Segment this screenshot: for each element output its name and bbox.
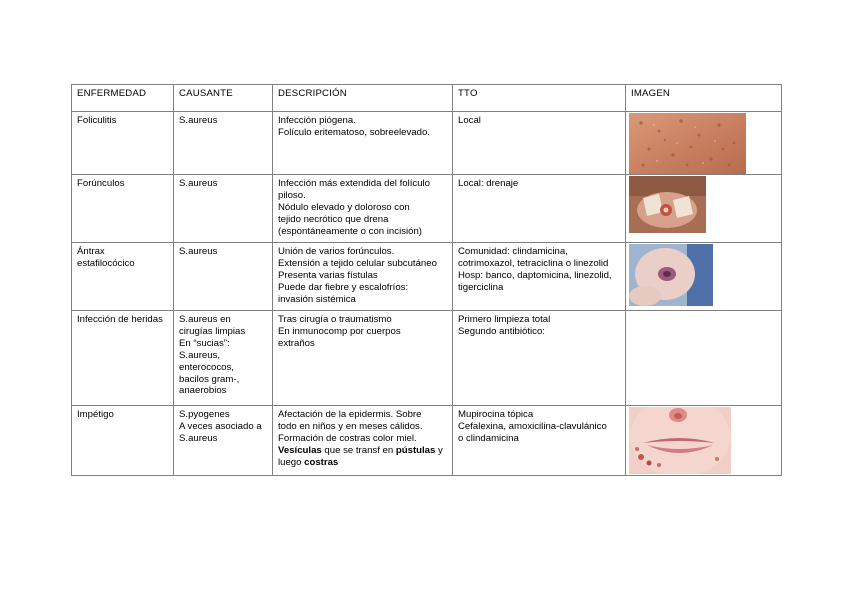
text-line: tigerciclina [458, 281, 504, 293]
cell-enfermedad [72, 112, 174, 175]
text-line: o clindamicina [458, 432, 519, 444]
text-line: bacilos gram-, [179, 373, 240, 385]
text-line: cirugías limpias [179, 325, 246, 337]
text-fragment: que se transf en [321, 444, 396, 456]
table-row [72, 406, 782, 476]
text-line: Ántrax [77, 246, 105, 257]
text-line: Extensión a tejido celular subcutáneo [278, 257, 437, 269]
text-line: Afectación de la epidermis. Sobre [278, 409, 422, 420]
cell-tto [453, 406, 626, 476]
folliculitis-skin-photo [629, 113, 746, 174]
cell-enfermedad [72, 311, 174, 406]
text-line: enterococos, [179, 361, 234, 373]
text-line: Local [458, 115, 481, 126]
table-row [72, 311, 782, 406]
table-row [72, 243, 782, 311]
text-line: Tras cirugía o traumatismo [278, 314, 392, 325]
cell-causante [174, 311, 273, 406]
cell-imagen [626, 406, 782, 476]
text-line: S.aureus en [179, 314, 231, 325]
cell-imagen [626, 112, 782, 175]
header-enfermedad: ENFERMEDAD [72, 85, 174, 112]
text-line-mixed [278, 445, 447, 457]
cell-imagen [626, 243, 782, 311]
text-line: Hosp: banco, daptomicina, linezolid, [458, 269, 612, 281]
text-line: Infección piógena. [278, 115, 356, 126]
bold-term: pústulas [395, 444, 436, 456]
text-line: Presenta varias fístulas [278, 269, 378, 281]
text-line: S.aureus [179, 246, 218, 257]
text-fragment: luego [278, 456, 305, 468]
cell-tto [453, 311, 626, 406]
header-tto: TTO [453, 85, 626, 112]
text-line: estafilocócico [77, 257, 135, 269]
cell-descripcion [273, 112, 453, 175]
text-line: S.aureus [179, 178, 218, 189]
cell-tto [453, 243, 626, 311]
cell-causante [174, 175, 273, 243]
text-line: Forúnculos [77, 178, 125, 189]
cell-descripcion [273, 311, 453, 406]
disease-table [71, 84, 782, 476]
text-line: Comunidad: clindamicina, [458, 246, 568, 257]
furuncle-photo [629, 176, 706, 233]
text-fragment: y [435, 444, 443, 456]
text-line: Folículo eritematoso, sobreelevado. [278, 126, 430, 138]
text-line: todo en niños y en meses cálidos. [278, 420, 423, 432]
cell-enfermedad [72, 243, 174, 311]
table-row [72, 175, 782, 243]
text-line: Infección más extendida del folículo [278, 178, 430, 189]
cell-causante [174, 243, 273, 311]
text-line: Foliculitis [77, 115, 117, 126]
bold-term: costras [304, 456, 339, 468]
header-descripcion: DESCRIPCIÓN [273, 85, 453, 112]
text-line: Local: drenaje [458, 178, 519, 189]
text-line: Unión de varios forúnculos. [278, 246, 395, 257]
bold-term: Vesículas [278, 444, 322, 456]
cell-tto [453, 112, 626, 175]
text-line: A veces asociado a [179, 420, 262, 432]
text-line: invasión sistémica [278, 293, 356, 305]
cell-descripcion [273, 406, 453, 476]
text-line: S.aureus [179, 432, 218, 444]
text-line: piloso. [278, 189, 306, 201]
text-line: Infección de heridas [77, 314, 163, 325]
cell-causante [174, 112, 273, 175]
cell-causante [174, 406, 273, 476]
text-line: Mupirocina tópica [458, 409, 534, 420]
text-line: S.pyogenes [179, 409, 230, 420]
text-line: cotrimoxazol, tetraciclina o linezolid [458, 257, 609, 269]
text-line-mixed [278, 457, 447, 469]
text-line: En “sucias”: [179, 337, 230, 349]
text-line: Formación de costras color miel. [278, 432, 417, 444]
header-imagen: IMAGEN [626, 85, 782, 112]
text-line: En inmunocomp por cuerpos [278, 325, 401, 337]
cell-imagen-empty [626, 311, 782, 406]
text-line: S.aureus [179, 115, 218, 126]
cell-enfermedad [72, 175, 174, 243]
text-line: Impétigo [77, 409, 114, 420]
cell-imagen [626, 175, 782, 243]
text-line: Nódulo elevado y doloroso con [278, 201, 410, 213]
text-line: tejido necrótico que drena [278, 213, 389, 225]
text-line: (espontáneamente o con incisión) [278, 225, 422, 237]
cell-tto [453, 175, 626, 243]
text-line: S.aureus, [179, 349, 221, 361]
header-row [72, 85, 782, 112]
text-line: Segundo antibiótico: [458, 325, 545, 337]
carbuncle-photo [629, 244, 713, 306]
text-line: Cefalexina, amoxicilina-clavulánico [458, 420, 607, 432]
header-causante: CAUSANTE [174, 85, 273, 112]
table-row [72, 112, 782, 175]
text-line: anaerobios [179, 385, 227, 397]
cell-descripcion [273, 175, 453, 243]
text-line: extraños [278, 337, 315, 349]
cell-descripcion [273, 243, 453, 311]
text-line: Puede dar fiebre y escalofríos: [278, 281, 409, 293]
impetigo-face-photo [629, 407, 731, 474]
cell-enfermedad [72, 406, 174, 476]
text-line: Primero limpieza total [458, 314, 551, 325]
